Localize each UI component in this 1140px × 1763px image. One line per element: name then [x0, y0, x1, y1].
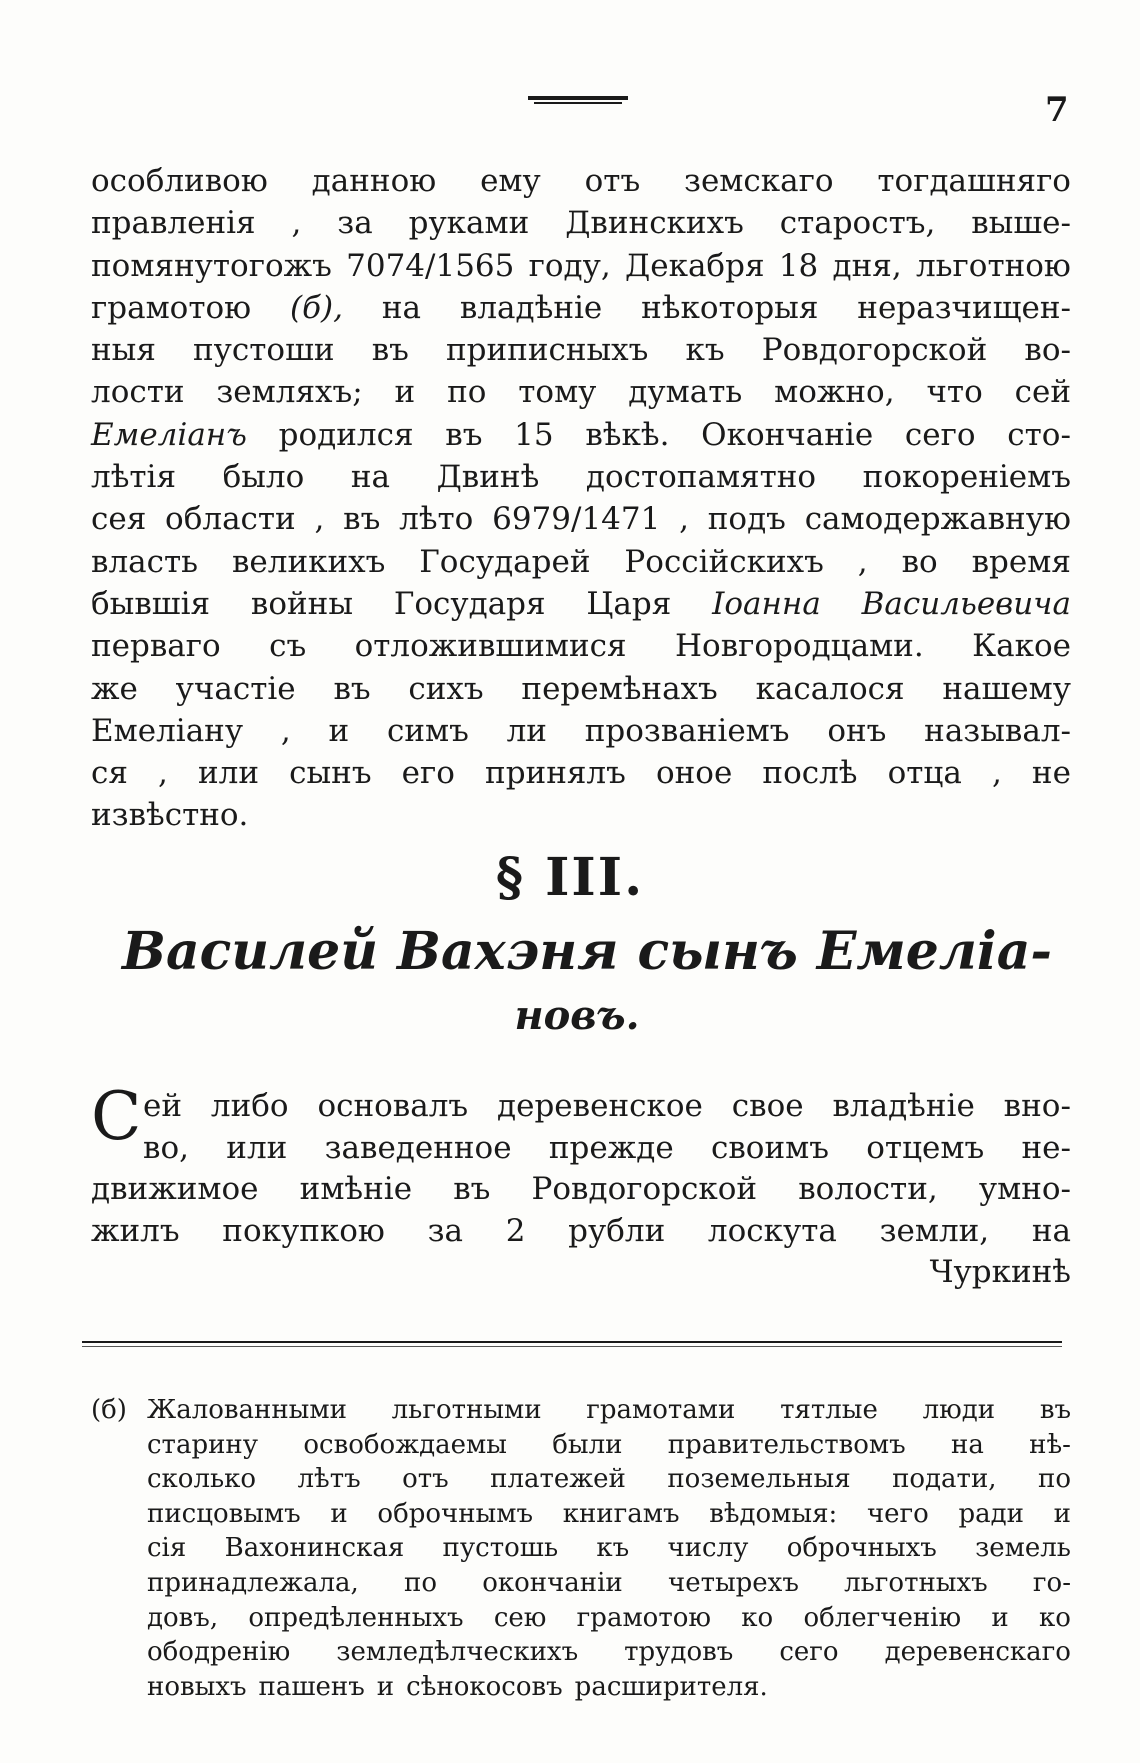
heading-line-2: новъ.	[514, 992, 640, 1039]
word: Окончаніе	[701, 416, 874, 453]
word: руками	[408, 205, 530, 242]
ornament-bar-thin	[534, 102, 622, 104]
word: данною	[311, 163, 437, 199]
word: приписныхъ	[445, 332, 649, 369]
section-heading	[122, 920, 1052, 1048]
word: Двинѣ	[436, 459, 540, 496]
word: сынъ	[289, 755, 372, 792]
footnote-line: новыхъ пашенъ и сѣнокосовъ расширителя.	[147, 1671, 768, 1702]
word: 18	[778, 247, 819, 284]
word: земляхъ;	[216, 374, 363, 411]
word: и	[394, 374, 416, 411]
word: симъ	[386, 712, 469, 749]
text-line	[91, 414, 1071, 456]
word: за	[337, 205, 373, 242]
footnote-line: сія Вахонинская пустошь къ числу оброчныхъ земель	[147, 1533, 1071, 1564]
word: тогдашняго	[877, 163, 1071, 199]
ornament-bar-thick	[528, 96, 628, 100]
word: подъ	[707, 501, 786, 538]
word: 15	[514, 416, 554, 453]
text-line	[91, 668, 1071, 710]
word: и	[328, 712, 350, 749]
text-line	[91, 287, 1071, 329]
word: перваго	[91, 628, 221, 665]
text-line	[91, 202, 1071, 244]
paragraph-section	[91, 1078, 1071, 1294]
word: извѣстно.	[91, 797, 249, 834]
word: владѣніе	[459, 289, 603, 326]
word: Емеліану	[91, 712, 244, 749]
footnote-line: писцовымъ и оброчнымъ книгамъ вѣдомыя: чего ради и	[147, 1498, 1071, 1529]
word: достопамятно	[585, 459, 817, 496]
drop-cap: С	[91, 1078, 142, 1155]
word: можно,	[774, 374, 895, 411]
word: земскаго	[684, 163, 834, 199]
footnote-line: принадлежала, по окончаніи четырехъ льготныхъ го-	[147, 1567, 1071, 1598]
word: Государя	[393, 585, 546, 622]
word: отложившимися	[354, 628, 627, 665]
text-line	[91, 498, 1071, 540]
word: перемѣнахъ	[521, 670, 718, 707]
text-line	[91, 583, 1071, 625]
word: въ	[343, 501, 381, 538]
heading-word: Вахэня	[397, 921, 619, 982]
word: послѣ	[762, 755, 858, 792]
word: самодержавную	[804, 501, 1071, 538]
text-line	[91, 710, 1071, 752]
word: вѣкѣ.	[585, 416, 670, 453]
word: время	[971, 543, 1071, 580]
heading-line-1	[122, 920, 1052, 984]
footnote-line: довъ, опредѣленныхъ сею грамотою ко облегченію и ко	[147, 1602, 1071, 1633]
text-line: жилъ покупкою за 2 рубли лоскута земли, на	[91, 1212, 1071, 1249]
text-line	[91, 794, 1071, 836]
word: лѣто	[399, 501, 474, 538]
word: ныя	[91, 332, 156, 369]
word: сея	[91, 501, 147, 538]
footnote-marker: (б)	[91, 1395, 127, 1425]
word: родился	[278, 416, 414, 453]
word: сей	[1014, 374, 1071, 411]
word: ,	[280, 712, 291, 749]
word: сто-	[1007, 416, 1071, 453]
word: грамотою	[91, 289, 252, 326]
page-number: 7	[1045, 90, 1069, 130]
text-line: во, или заведенное прежде своимъ отцемъ не-	[143, 1129, 1071, 1166]
word: на	[350, 459, 391, 496]
section-mark: § III.	[495, 847, 645, 908]
word: принялъ	[485, 755, 626, 792]
footnote-rule-thin	[82, 1346, 1062, 1347]
word: правленія	[91, 205, 256, 242]
word: въ	[333, 670, 371, 707]
word: неразчищен-	[857, 289, 1071, 326]
word: ,	[314, 501, 325, 538]
word: Декабря	[625, 247, 765, 284]
word: дня,	[832, 247, 902, 284]
word: не	[1031, 755, 1071, 792]
heading-word: Емеліа-	[816, 921, 1052, 982]
word: во-	[1024, 332, 1071, 369]
word: льготною	[915, 247, 1071, 284]
word: съ	[269, 628, 307, 665]
text-line	[91, 456, 1071, 498]
word: 6979/1471	[492, 501, 661, 538]
word: въ	[371, 332, 409, 369]
footnote-line: ободренію земледѣлческихъ трудовъ сего деревенскаго	[147, 1637, 1071, 1668]
heading-word: сынъ	[637, 921, 798, 982]
word: власть	[91, 543, 199, 580]
text-line	[91, 160, 1071, 202]
word: выше-	[971, 205, 1071, 242]
heading-word: Василей	[122, 921, 379, 982]
text-line	[91, 541, 1071, 583]
word: покореніемъ	[862, 459, 1071, 496]
word: было	[222, 459, 305, 496]
word: 7074/1565	[346, 247, 515, 284]
word: старостъ,	[779, 205, 936, 242]
word: тому	[518, 374, 597, 411]
word: оное	[655, 755, 733, 792]
word: участіе	[175, 670, 296, 707]
word: Россійскихъ	[624, 543, 824, 580]
text-line	[91, 329, 1071, 371]
header-ornament	[528, 96, 628, 105]
word: Ровдогорской	[761, 332, 988, 369]
word: (б),	[290, 289, 343, 326]
text-line	[91, 245, 1071, 287]
text-line: движимое имѣніе въ Ровдогорской волости, умно-	[91, 1171, 1071, 1207]
word: нашему	[942, 670, 1071, 707]
word: лѣтія	[91, 459, 177, 496]
word: ,	[857, 543, 868, 580]
word: ,	[158, 755, 168, 792]
word: сихъ	[408, 670, 484, 707]
word: великихъ	[231, 543, 386, 580]
text-line	[91, 625, 1071, 667]
footnote-line: старину освобождаемы были правительствомъ на нѣ-	[147, 1429, 1071, 1460]
word: ,	[991, 755, 1002, 792]
word: Васильевича	[861, 585, 1071, 622]
word: Новгородцами.	[675, 628, 924, 665]
text-line	[91, 752, 1071, 794]
word: прозваніемъ	[584, 712, 790, 749]
word: отца	[887, 755, 962, 792]
footnote	[91, 1393, 1071, 1704]
word: ся	[91, 755, 128, 792]
footnote-line: Жалованными льготными грамотами тятлые люди въ	[147, 1395, 1071, 1425]
word: нѣкоторыя	[641, 289, 819, 326]
word: ,	[291, 205, 302, 242]
footnote-rule	[82, 1341, 1062, 1343]
word: году,	[528, 247, 611, 284]
word: называл-	[924, 712, 1071, 749]
word: касалося	[755, 670, 905, 707]
word: въ	[445, 416, 483, 453]
word: его	[401, 755, 455, 792]
word: Государей	[419, 543, 591, 580]
word: во	[901, 543, 938, 580]
word: Іоанна	[712, 585, 821, 622]
text-line: Чуркинѣ	[929, 1254, 1071, 1290]
word: особливою	[91, 163, 268, 199]
word: къ	[685, 332, 725, 369]
word: или	[198, 755, 260, 792]
word: онъ	[827, 712, 887, 749]
word: пустоши	[193, 332, 335, 369]
word: ему	[480, 163, 541, 199]
word: что	[926, 374, 983, 411]
word: лости	[91, 374, 185, 411]
word: Двинскихъ	[565, 205, 744, 242]
word: ли	[506, 712, 547, 749]
word: по	[447, 374, 487, 411]
text-line	[91, 371, 1071, 413]
word: отъ	[584, 163, 641, 199]
word: ,	[679, 501, 689, 538]
word: думать	[628, 374, 743, 411]
word: Емеліанъ	[91, 416, 247, 453]
text-line: ей либо основалъ деревенское свое владѣніе вно-	[143, 1088, 1071, 1124]
word: же	[91, 670, 138, 707]
word: бывшія	[91, 585, 211, 622]
word: сего	[904, 416, 976, 453]
word: области	[165, 501, 296, 538]
word: Царя	[586, 585, 672, 622]
footnote-body	[147, 1393, 1071, 1704]
word: Какое	[972, 628, 1071, 665]
footnote-line: сколько лѣтъ отъ платежей поземельныя подати, по	[147, 1464, 1071, 1495]
word: войны	[250, 585, 354, 622]
paragraph-main	[91, 160, 1071, 837]
word: на	[381, 289, 422, 326]
word: помянутогожъ	[91, 247, 332, 284]
